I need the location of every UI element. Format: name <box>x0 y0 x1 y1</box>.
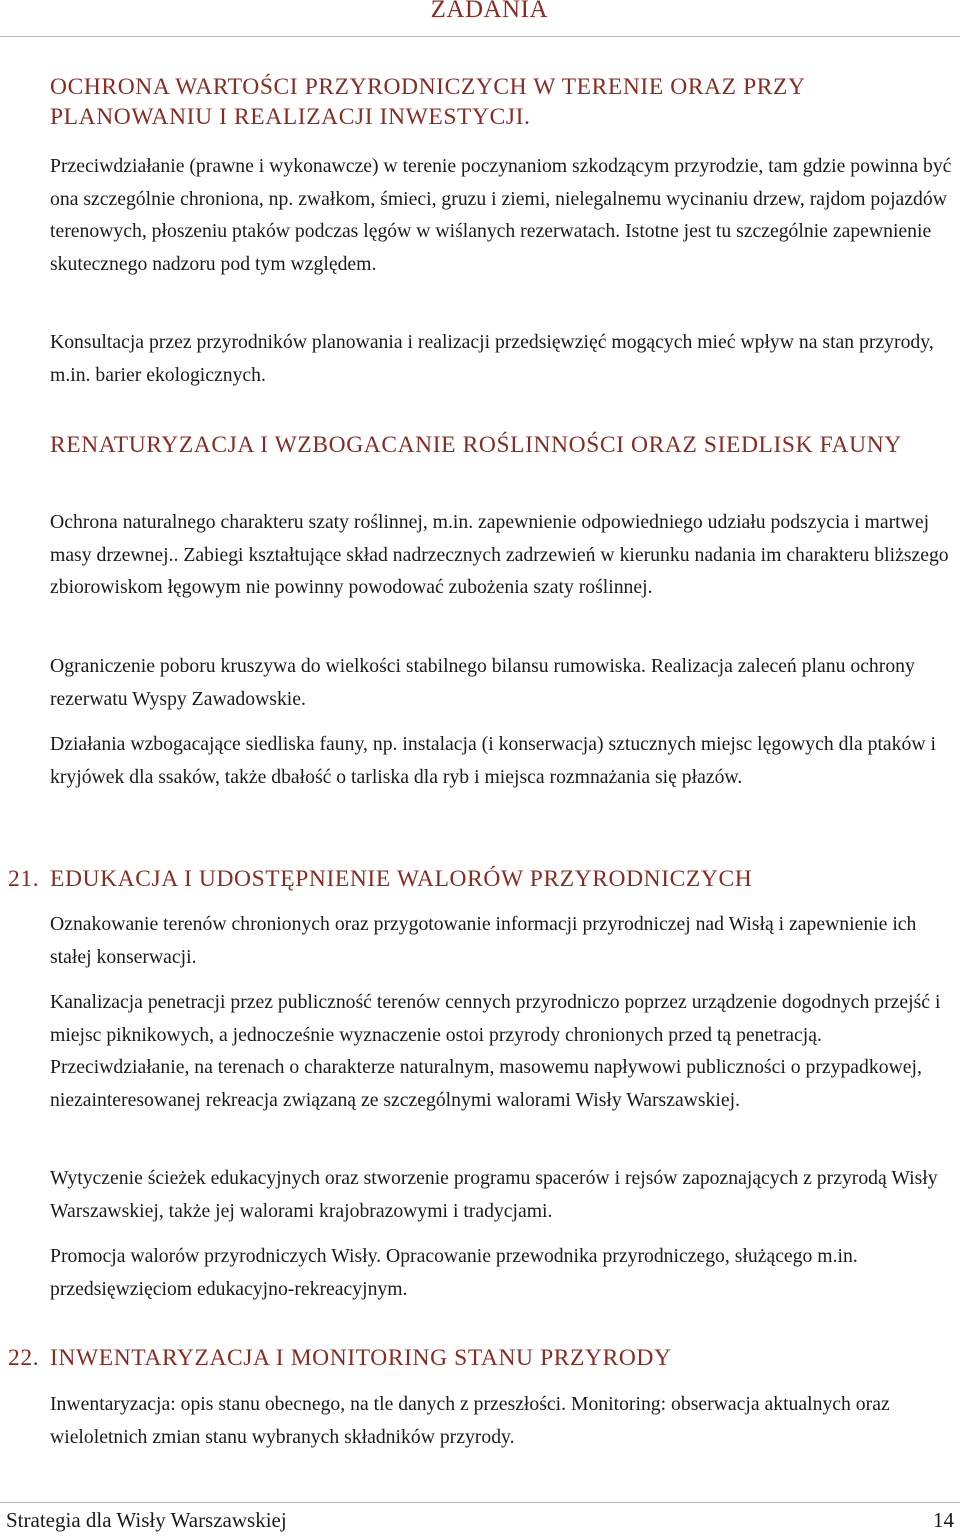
section-19-heading <box>8 72 950 132</box>
section-22-paragraph-1: Inwentaryzacja: opis stanu obecnego, na tle danych z przeszłości. Monitoring: obserwacja aktualnych oraz wieloletnich zmian stanu wybranych składników przyrody. <box>50 1393 890 1448</box>
header-rule <box>0 36 960 37</box>
section-21-paragraph-2: Kanalizacja penetracji przez publiczność terenów cennych przyrodniczo poprzez urządzenie dogodnych przejść i miejsc piknikowych, a jednocześnie wyznaczenie ostoi przyrody chronionych przed tą penetracją. Przeciwdziałanie, na terenach o charakterze naturalnym, masowemu napływowi publiczności o przypadkowej, niezainteresowanej rekreacja związaną ze szczególnymi walorami Wisły Warszawskiej. <box>50 991 941 1111</box>
section-21-paragraph-3: Wytyczenie ścieżek edukacyjnych oraz stworzenie programu spacerów i rejsów zapoznających z przyrodą Wisły Warszawskiej, także jej walorami krajobrazowymi i tradycjami. <box>50 1167 938 1222</box>
page-number: 14 <box>933 1508 954 1532</box>
section-number: 22. <box>8 1345 40 1371</box>
section-19-paragraph-1: Przeciwdziałanie (prawne i wykonawcze) w terenie poczynaniom szkodzącym przyrodzie, tam gdzie powinna być ona szczególnie chroniona, np. zwałkom, śmieci, gruzu i ziemi, nielegalnemu wycinaniu drzew, rajdom pojazdów terenowych, płoszeniu ptaków podczas lęgów w wiślanych rezerwatach. Istotne jest tu szczególnie zapewnienie skutecznego nadzoru pod tym względem. <box>50 155 952 275</box>
footer-title: Strategia dla Wisły Warszawskiej <box>6 1508 287 1532</box>
section-22-heading <box>8 1343 908 1373</box>
section-21-paragraph-1: Oznakowanie terenów chronionych oraz przygotowanie informacji przyrodniczej nad Wisłą i zapewnienie ich stałej konserwacji. <box>50 913 917 968</box>
section-20-paragraph-3: Działania wzbogacające siedliska fauny, np. instalacja (i konserwacja) sztucznych miejsc lęgowych dla ptaków i kryjówek dla ssaków, także dbałość o tarliska dla ryb i miejsca rozmnażania się płazów. <box>50 733 936 788</box>
section-title: EDUKACJA I UDOSTĘPNIENIE WALORÓW PRZYRODNICZYCH <box>50 866 753 892</box>
section-title: OCHRONA WARTOŚCI PRZYRODNICZYCH W TERENIE ORAZ PRZY PLANOWANIU I REALIZACJI INWESTYCJI. <box>50 74 805 130</box>
section-title: INWENTARYZACJA I MONITORING STANU PRZYRODY <box>50 1345 672 1371</box>
section-21-heading <box>8 864 908 894</box>
section-19-paragraph-2: Konsultacja przez przyrodników planowania i realizacji przedsięwzięć mogących mieć wpływ na stan przyrody, m.in. barier ekologicznych. <box>50 331 934 386</box>
section-number <box>8 72 50 102</box>
section-number: 21. <box>8 866 40 892</box>
section-20-heading <box>8 430 950 460</box>
section-20-paragraph-1: Ochrona naturalnego charakteru szaty roślinnej, m.in. zapewnienie odpowiedniego udziału podszycia i martwej masy drzewnej.. Zabiegi kształtujące skład nadrzecznych zadrzewień w kierunku nadania im charakteru bliższego zbiorowiskom łęgowym nie powinny powodować zubożenia szaty roślinnej. <box>50 511 949 598</box>
section-20-paragraph-2: Ograniczenie poboru kruszywa do wielkości stabilnego bilansu rumowiska. Realizacja zaleceń planu ochrony rezerwatu Wyspy Zawadowskie. <box>50 655 915 710</box>
footer-rule <box>0 1502 960 1503</box>
section-title: RENATURYZACJA I WZBOGACANIE ROŚLINNOŚCI ORAZ SIEDLISK FAUNY <box>50 432 902 458</box>
section-number <box>8 430 50 460</box>
running-head: ZADANIA <box>430 0 548 23</box>
section-21-paragraph-4: Promocja walorów przyrodniczych Wisły. Opracowanie przewodnika przyrodniczego, służącego m.in. przedsięwzięciom edukacyjno-rekreacyjnym. <box>50 1245 858 1300</box>
